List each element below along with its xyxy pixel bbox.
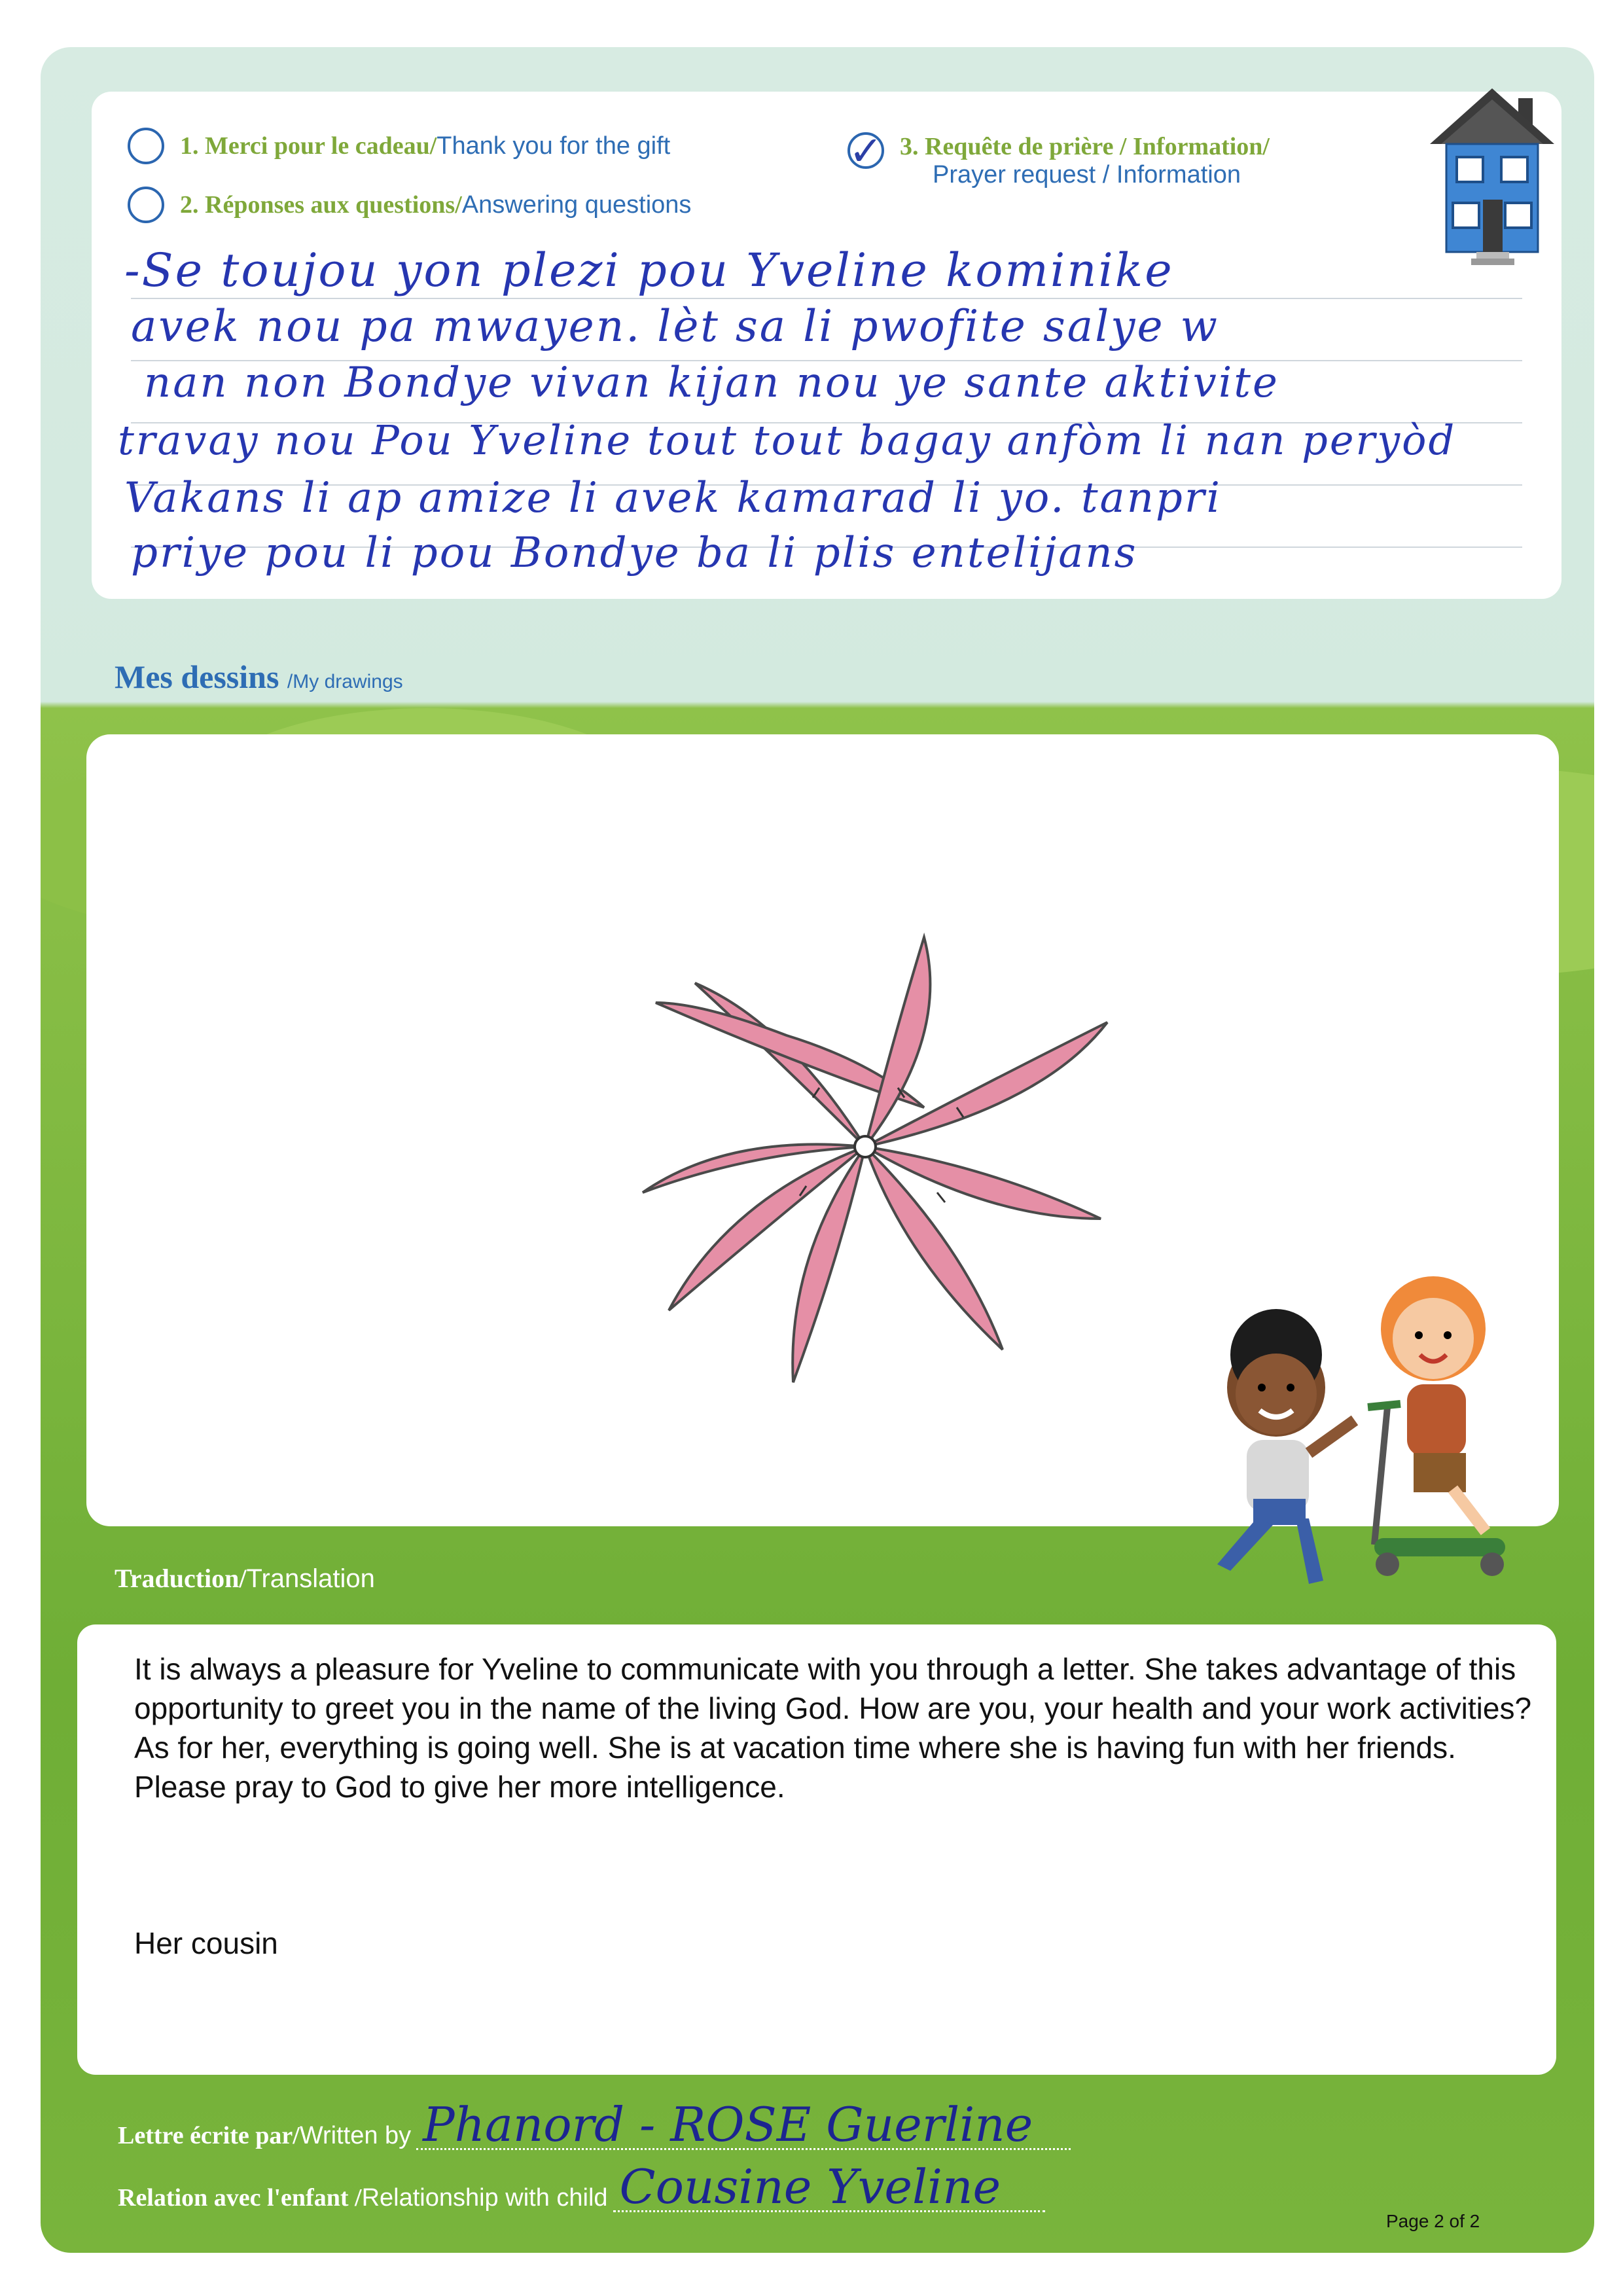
kids-scooter-illustration [1178,1257,1544,1610]
drawings-title [115,658,403,696]
option-prayer-request [847,126,1270,189]
check-mark-icon: ✓ [849,126,883,175]
relationship-row [118,2159,1045,2214]
letter-card [92,92,1561,599]
checkbox-prayer-request[interactable] [847,126,884,175]
page-number: Page 2 of 2 [1386,2211,1480,2231]
translation-title [115,1563,375,1594]
drawings-title-en: /My drawings [287,671,403,692]
option-prayer-request-fr: 3. Requête de prière / Information/ [900,133,1270,160]
handwritten-line-3: nan non Bondye vivan kijan nou ye sante aktivite [144,359,1279,407]
checkbox-thank-you[interactable] [128,128,164,164]
handwritten-line-1: -Se toujou yon plezi pou Yveline kominike [124,243,1174,297]
relationship-label-en: Relationship with child [361,2184,608,2212]
option-answering-fr: 2. Réponses aux questions/ [180,191,462,219]
handwritten-line-6: priye pou li pou Bondye ba li plis entelijans [131,529,1138,577]
written-by-label-fr: Lettre écrite par/ [118,2122,300,2149]
relationship-label-fr: Relation avec l'enfant / [118,2184,362,2212]
option-thank-you [128,128,670,164]
option-thank-you-en: Thank you for the gift [437,132,671,160]
house-icon [1427,85,1558,268]
handwritten-line-2: avek nou pa mwayen. lèt sa li pwofite salye w [131,301,1219,351]
handwritten-line-5: Vakans li ap amize li avek kamarad li yo. tanpri [124,474,1222,522]
drawings-title-fr: Mes dessins [115,658,287,695]
translation-text: It is always a pleasure for Yveline to communicate with you through a letter. She takes advantage of this opportunity to greet you in the name of the living God. How are you, your health and your work activities? As for her, everything is going well. She is at vacation time where she is having fun with her friends. Please pray to God to give her more intelligence. [134,1652,1532,1804]
written-by-signature: Phanord - ROSE Guerline [416,2101,1071,2150]
written-by-label-en: Written by [299,2122,412,2149]
ruled-line [131,298,1522,299]
flower-drawing [531,891,1120,1428]
option-prayer-request-en: Prayer request / Information [933,161,1241,188]
option-answering-en: Answering questions [461,191,692,219]
option-thank-you-fr: 1. Merci pour le cadeau/ [180,132,437,160]
written-by-row [118,2097,1071,2152]
translation-title-fr: Traduction/ [115,1564,247,1593]
relationship-signature: Cousine Yveline [613,2163,1045,2212]
handwritten-line-4: travay nou Pou Yveline tout tout bagay anfòm li nan peryòd [118,416,1457,464]
translation-title-en: Translation [246,1564,375,1593]
option-answering [128,187,691,223]
translation-closing: Her cousin [134,1926,278,1960]
checkbox-answering[interactable] [128,187,164,223]
